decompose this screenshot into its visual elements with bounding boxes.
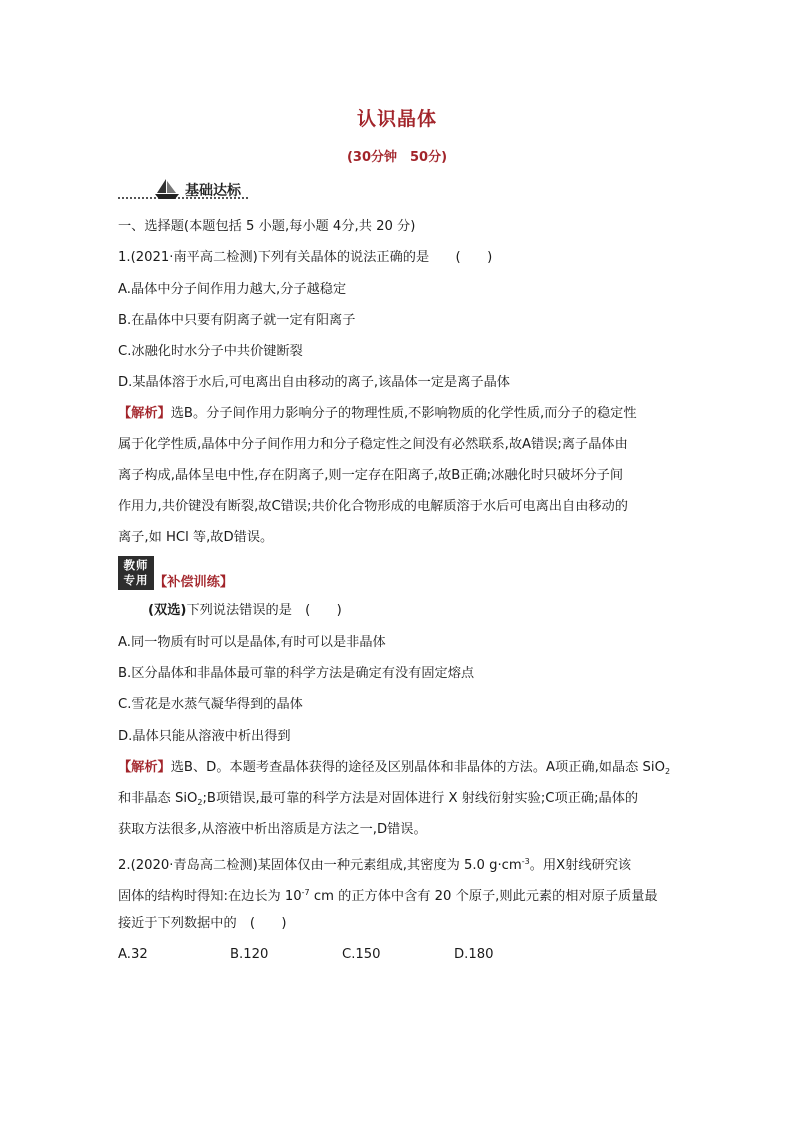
q2-text: 。用X射线研究该 xyxy=(529,858,632,873)
supp-analysis-line-1 xyxy=(118,758,688,782)
supp-stem-text: 下列说法错误的是 ( ) xyxy=(186,603,342,618)
q1-analysis-line-2: 属于化学性质,晶体中分子间作用力和分子稳定性之间没有必然联系,故A错误;离子晶体由 xyxy=(118,437,628,452)
analysis-text: 选B、D。本题考查晶体获得的途径及区别晶体和非晶体的方法。A项正确,如晶态 SiO xyxy=(170,760,665,775)
superscript: -3 xyxy=(521,857,530,866)
q2-stem-line-1 xyxy=(118,852,688,876)
teacher-only-badge xyxy=(118,556,154,590)
training-tag-text: 【补偿训练】 xyxy=(154,575,234,590)
analysis-text: ;B项错误,最可靠的科学方法是对固体进行 X 射线衍射实验;C项正确;晶体的 xyxy=(202,791,639,806)
analysis-tag: 【解析】 xyxy=(118,760,171,775)
supp-option-b: B.区分晶体和非晶体最可靠的科学方法是确定有没有固定熔点 xyxy=(118,666,475,681)
subscript: 2 xyxy=(664,767,671,776)
analysis-text: 和非晶态 SiO xyxy=(118,791,198,806)
q2-option-d: D.180 xyxy=(454,947,494,962)
q2-text: 固体的结构时得知:在边长为 10 xyxy=(118,889,302,904)
q1-analysis-line-4: 作用力,共价键没有断裂,故C错误;共价化合物形成的电解质溶于水后可电离出自由移动的 xyxy=(118,499,628,514)
page-title: 认识晶体 xyxy=(356,108,437,130)
supp-analysis-line-3: 获取方法很多,从溶液中析出溶质是方法之一,D错误。 xyxy=(118,822,427,837)
q1-option-a: A.晶体中分子间作用力越大,分子越稳定 xyxy=(118,282,347,297)
subscript: 2 xyxy=(197,798,203,807)
q1-option-d: D.某晶体溶于水后,可电离出自由移动的离子,该晶体一定是离子晶体 xyxy=(118,375,510,390)
q2-option-a: A.32 xyxy=(118,947,148,962)
supp-analysis-line-2 xyxy=(118,789,688,813)
q1-analysis-line-1 xyxy=(118,404,688,424)
q2-text: 2.(2020·青岛高二检测)某固体仅由一种元素组成,其密度为 5.0 g·cm xyxy=(118,858,522,873)
q1-analysis-line-3: 离子构成,晶体呈电中性,存在阴离子,则一定存在阳离子,故B正确;冰融化时只破坏分子间 xyxy=(118,468,624,483)
q1-option-b: B.在晶体中只要有阴离子就一定有阳离子 xyxy=(118,313,356,328)
q2-option-b: B.120 xyxy=(230,947,269,962)
part-heading: 一、选择题(本题包括 5 小题,每小题 4分,共 20 分) xyxy=(118,219,416,234)
double-choice-mark: (双选) xyxy=(148,603,187,618)
sailboat-icon xyxy=(154,178,180,200)
compensation-training-tag xyxy=(154,573,354,593)
badge-line-2: 专用 xyxy=(123,573,149,587)
supp-option-d: D.晶体只能从溶液中析出得到 xyxy=(118,729,291,744)
q2-text: cm 的正方体中含有 20 个原子,则此元素的相对原子质量最 xyxy=(309,889,658,904)
supp-option-a: A.同一物质有时可以是晶体,有时可以是非晶体 xyxy=(118,635,386,650)
time-score-subtitle: (30分钟 50分) xyxy=(346,150,448,165)
analysis-text: 选B。分子间作用力影响分子的物理性质,不影响物质的化学性质,而分子的稳定性 xyxy=(170,406,637,421)
supp-option-c: C.雪花是水蒸气凝华得到的晶体 xyxy=(118,697,303,712)
q2-option-c: C.150 xyxy=(342,947,381,962)
q1-analysis-line-5: 离子,如 HCl 等,故D错误。 xyxy=(118,530,274,545)
superscript: -7 xyxy=(301,888,310,897)
section-label: 基础达标 xyxy=(185,183,241,199)
supp-stem xyxy=(148,601,718,621)
badge-line-1: 教师 xyxy=(123,558,149,572)
q2-stem-line-2 xyxy=(118,883,688,907)
q1-option-c: C.冰融化时水分子中共价键断裂 xyxy=(118,344,303,359)
analysis-tag: 【解析】 xyxy=(118,406,171,421)
section-header xyxy=(118,178,678,202)
q1-stem: 1.(2021·南平高二检测)下列有关晶体的说法正确的是 ( ) xyxy=(118,250,493,265)
q2-stem-line-3: 接近于下列数据中的 ( ) xyxy=(118,916,287,931)
